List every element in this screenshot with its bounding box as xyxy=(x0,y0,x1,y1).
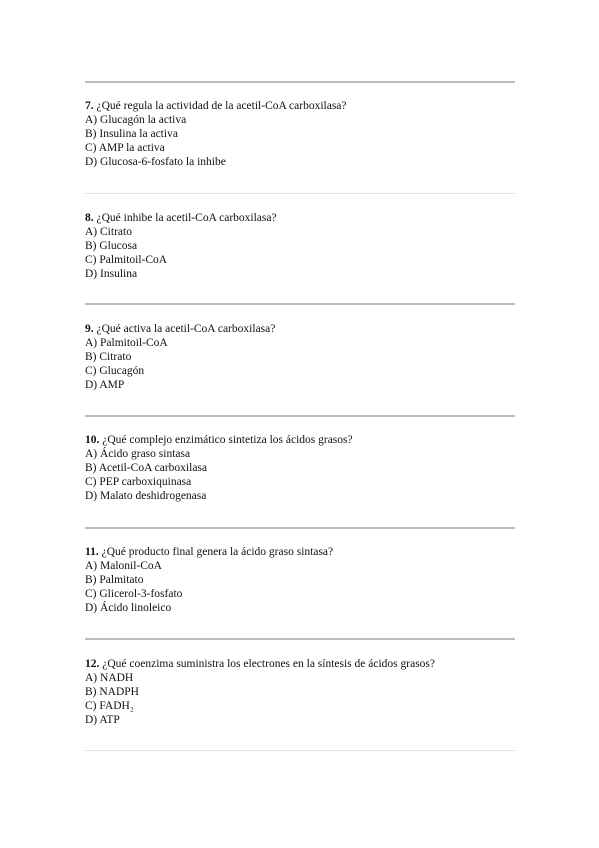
section-divider xyxy=(85,81,515,83)
question-10 xyxy=(85,433,515,503)
question-number: 9. xyxy=(85,323,94,335)
question-text xyxy=(85,433,515,447)
option-b: B) NADPH xyxy=(85,686,139,698)
question-prompt: ¿Qué producto final genera la ácido graso sintasa? xyxy=(101,546,334,558)
option-a: A) Ácido graso sintasa xyxy=(85,448,191,460)
option-c: C) Palmitoil-CoA xyxy=(85,254,168,266)
question-prompt: ¿Qué inhibe la acetil-CoA carboxilasa? xyxy=(96,212,277,224)
section-divider xyxy=(85,303,515,305)
option-a: A) Citrato xyxy=(85,226,132,238)
option-d: D) Glucosa-6-fosfato la inhibe xyxy=(85,156,226,168)
option-d: D) Insulina xyxy=(85,268,138,280)
option-a: A) Glucagón la activa xyxy=(85,114,187,126)
question-prompt: ¿Qué coenzima suministra los electrones en la síntesis de ácidos grasos? xyxy=(102,658,436,670)
option-a: A) Malonil-CoA xyxy=(85,560,162,572)
question-9 xyxy=(85,322,515,392)
question-divider xyxy=(85,193,515,194)
option-c: C) AMP la activa xyxy=(85,142,165,154)
section-divider xyxy=(85,415,515,417)
option-d: D) Ácido linoleico xyxy=(85,602,172,614)
question-text xyxy=(85,99,515,113)
question-number: 7. xyxy=(85,100,94,112)
question-number: 8. xyxy=(85,212,94,224)
option-a: A) Palmitoil-CoA xyxy=(85,337,168,349)
question-prompt: ¿Qué complejo enzimático sintetiza los ácidos grasos? xyxy=(102,434,353,446)
section-divider xyxy=(85,527,515,529)
question-7 xyxy=(85,99,515,169)
option-b: B) Acetil-CoA carboxilasa xyxy=(85,462,207,474)
option-d: D) AMP xyxy=(85,379,125,391)
option-a: A) NADH xyxy=(85,672,134,684)
option-b: B) Insulina la activa xyxy=(85,128,178,140)
option-d: D) ATP xyxy=(85,714,120,726)
option-b: B) Glucosa xyxy=(85,240,138,252)
option-b: B) Palmitato xyxy=(85,574,144,586)
question-11 xyxy=(85,545,515,615)
question-text xyxy=(85,322,515,336)
section-divider xyxy=(85,638,515,640)
option-b: B) Citrato xyxy=(85,351,132,363)
question-prompt: ¿Qué activa la acetil-CoA carboxilasa? xyxy=(96,323,276,335)
question-prompt: ¿Qué regula la actividad de la acetil-CoA carboxilasa? xyxy=(96,100,347,112)
option-d: D) Malato deshidrogenasa xyxy=(85,490,207,502)
question-number: 11. xyxy=(85,546,99,558)
question-12 xyxy=(85,657,515,727)
option-c: C) Glucagón xyxy=(85,365,145,377)
option-c: C) PEP carboxiquinasa xyxy=(85,476,192,488)
question-divider xyxy=(85,750,515,751)
question-text xyxy=(85,657,515,671)
question-number: 10. xyxy=(85,434,100,446)
question-text xyxy=(85,545,515,559)
option-c: C) Glicerol-3-fosfato xyxy=(85,588,183,600)
option-c: C) FADH₂ xyxy=(85,700,134,712)
question-number: 12. xyxy=(85,658,100,670)
question-8 xyxy=(85,211,515,281)
question-text xyxy=(85,211,515,225)
